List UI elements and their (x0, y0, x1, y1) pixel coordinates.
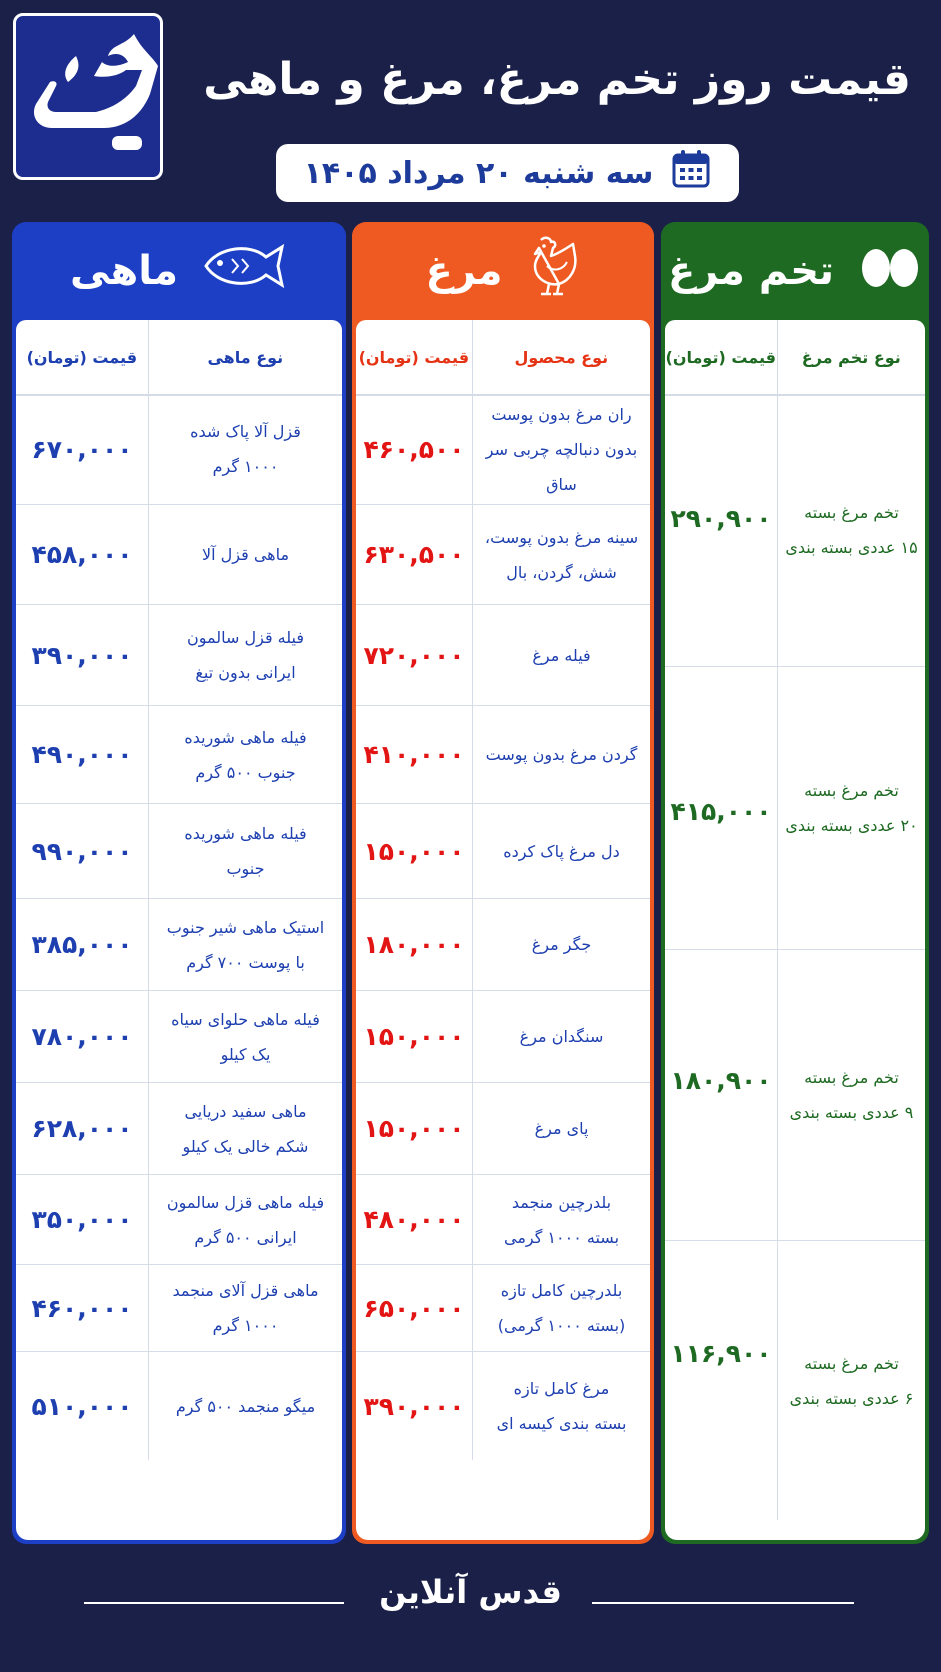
fish-table-row (16, 1352, 342, 1460)
eggs-item-price: ۱۱۶,۹۰۰ (670, 1339, 772, 1368)
chicken-table-header (356, 320, 650, 396)
quds-logo-mark (16, 16, 160, 177)
page-title: قیمت روز تخم مرغ، مرغ و ماهی (203, 54, 911, 105)
fish-item-name: میگو منجمد ۵۰۰ گرم (148, 1352, 342, 1460)
chicken-item-name: فیله مرغ (472, 605, 650, 705)
fish-table-row (16, 1175, 342, 1265)
fish-item-name: فیله ماهی شوریده جنوب ۵۰۰ گرم (148, 706, 342, 803)
fish-item-price: ۶۷۰,۰۰۰ (31, 434, 133, 464)
fish-item-price: ۳۵۰,۰۰۰ (31, 1205, 133, 1234)
chicken-item-price: ۱۸۰,۰۰۰ (363, 930, 465, 959)
chicken-item-price: ۳۹۰,۰۰۰ (363, 1391, 465, 1421)
chicken-item-name: جگر مرغ (472, 899, 650, 990)
chicken-panel (352, 222, 654, 1544)
eggs-table-row (665, 1241, 925, 1520)
eggs-item-name: تخم مرغ بسته ۱۵ عددی بسته بندی (777, 394, 925, 666)
eggs-table (665, 320, 925, 1540)
fish-icon (202, 241, 288, 301)
eggs-table-header (665, 320, 925, 396)
chicken-col-price: قیمت (تومان) (358, 347, 470, 367)
fish-panel (12, 222, 346, 1544)
fish-item-name: استیک ماهی شیر جنوب با پوست ۷۰۰ گرم (148, 899, 342, 990)
eggs-item-name: تخم مرغ بسته ۲۰ عددی بسته بندی (777, 667, 925, 949)
chicken-item-name: گردن مرغ بدون پوست (472, 706, 650, 803)
chicken-table-row (356, 706, 650, 804)
fish-item-name: فیله ماهی حلوای سیاه یک کیلو (148, 991, 342, 1082)
eggs-panel (661, 222, 929, 1544)
chicken-icon (527, 234, 581, 308)
fish-item-price: ۴۵۸,۰۰۰ (31, 540, 133, 569)
chicken-item-name: سنگدان مرغ (472, 991, 650, 1082)
quds-logo (13, 13, 163, 180)
eggs-icon (858, 242, 922, 300)
fish-table (16, 320, 342, 1540)
fish-table-row (16, 505, 342, 605)
footer-brand: قدس آنلاین (379, 1573, 562, 1611)
fish-table-row (16, 394, 342, 505)
chicken-item-name: ران مرغ بدون پوست بدون دنبالچه چربی سر ساق (472, 394, 650, 504)
chicken-table-row (356, 505, 650, 605)
fish-item-name: فیله ماهی شوریده جنوب (148, 804, 342, 898)
fish-table-row (16, 706, 342, 804)
eggs-panel-header (661, 222, 929, 320)
eggs-col-name: نوع تخم مرغ (777, 320, 925, 394)
fish-item-name: ماهی قزل آلا (148, 505, 342, 604)
chicken-col-name: نوع محصول (472, 320, 650, 394)
chicken-table (356, 320, 650, 1540)
fish-panel-title: ماهی (70, 248, 178, 294)
eggs-item-price: ۲۹۰,۹۰۰ (670, 504, 772, 533)
chicken-item-price: ۴۸۰,۰۰۰ (363, 1205, 465, 1234)
chicken-table-row (356, 1265, 650, 1352)
eggs-item-price: ۱۸۰,۹۰۰ (670, 1066, 772, 1095)
fish-item-price: ۷۸۰,۰۰۰ (31, 1022, 133, 1051)
chicken-item-price: ۱۵۰,۰۰۰ (363, 1022, 465, 1051)
eggs-item-name: تخم مرغ بسته ۶ عددی بسته بندی (777, 1241, 925, 1520)
chicken-item-price: ۶۵۰,۰۰۰ (363, 1293, 465, 1323)
fish-item-name: فیله قزل سالمون ایرانی بدون تیغ (148, 605, 342, 705)
fish-table-row (16, 804, 342, 899)
chicken-item-name: پای مرغ (472, 1083, 650, 1174)
chicken-table-row (356, 899, 650, 991)
chicken-table-row (356, 1175, 650, 1265)
eggs-table-row (665, 394, 925, 667)
calendar-icon (671, 149, 711, 197)
fish-item-price: ۴۶۰,۰۰۰ (31, 1293, 133, 1323)
fish-item-name: ماهی سفید دریایی شکم خالی یک کیلو (148, 1083, 342, 1174)
fish-table-row (16, 899, 342, 991)
chicken-panel-header (352, 222, 654, 320)
eggs-panel-title: تخم مرغ (667, 248, 835, 294)
chicken-table-row (356, 991, 650, 1083)
fish-item-price: ۳۸۵,۰۰۰ (31, 930, 133, 959)
fish-item-price: ۹۹۰,۰۰۰ (31, 836, 133, 866)
chicken-table-row (356, 1083, 650, 1175)
fish-item-name: ماهی قزل آلای منجمد ۱۰۰۰ گرم (148, 1265, 342, 1351)
chicken-item-name: بلدرچین کامل تازه (بسته ۱۰۰۰ گرمی) (472, 1265, 650, 1351)
chicken-item-price: ۶۳۰,۵۰۰ (363, 540, 465, 569)
chicken-table-row (356, 804, 650, 899)
fish-table-row (16, 1083, 342, 1175)
chicken-table-row (356, 1352, 650, 1460)
eggs-col-price: قیمت (تومان) (665, 347, 777, 367)
eggs-table-row (665, 950, 925, 1241)
chicken-item-name: مرغ کامل تازه بسته بندی کیسه ای (472, 1352, 650, 1460)
chicken-item-price: ۷۲۰,۰۰۰ (363, 640, 465, 670)
fish-item-price: ۶۲۸,۰۰۰ (31, 1114, 133, 1143)
chicken-table-row (356, 394, 650, 505)
chicken-item-name: دل مرغ پاک کرده (472, 804, 650, 898)
chicken-item-price: ۴۱۰,۰۰۰ (363, 740, 465, 769)
fish-item-price: ۴۹۰,۰۰۰ (31, 740, 133, 769)
chicken-item-price: ۴۶۰,۵۰۰ (363, 434, 465, 464)
fish-table-row (16, 605, 342, 706)
fish-table-row (16, 991, 342, 1083)
fish-table-row (16, 1265, 342, 1352)
date-badge (276, 144, 739, 202)
eggs-item-price: ۴۱۵,۰۰۰ (670, 797, 772, 826)
fish-item-price: ۵۱۰,۰۰۰ (31, 1391, 133, 1421)
chicken-item-name: بلدرچین منجمد بسته ۱۰۰۰ گرمی (472, 1175, 650, 1264)
fish-panel-header (12, 222, 346, 320)
fish-item-name: فیله ماهی قزل سالمون ایرانی ۵۰۰ گرم (148, 1175, 342, 1264)
fish-item-price: ۳۹۰,۰۰۰ (31, 640, 133, 670)
eggs-table-row (665, 667, 925, 950)
chicken-item-price: ۱۵۰,۰۰۰ (363, 1114, 465, 1143)
fish-item-name: قزل آلا پاک شده ۱۰۰۰ گرم (148, 394, 342, 504)
fish-col-name: نوع ماهی (148, 320, 342, 394)
fish-table-header (16, 320, 342, 396)
chicken-panel-title: مرغ (425, 248, 503, 294)
chicken-item-price: ۱۵۰,۰۰۰ (363, 836, 465, 866)
date-text: سه شنبه ۲۰ مرداد ۱۴۰۵ (303, 155, 654, 191)
fish-col-price: قیمت (تومان) (26, 347, 138, 367)
eggs-item-name: تخم مرغ بسته ۹ عددی بسته بندی (777, 950, 925, 1240)
chicken-table-row (356, 605, 650, 706)
chicken-item-name: سینه مرغ بدون پوست، شش، گردن، بال (472, 505, 650, 604)
